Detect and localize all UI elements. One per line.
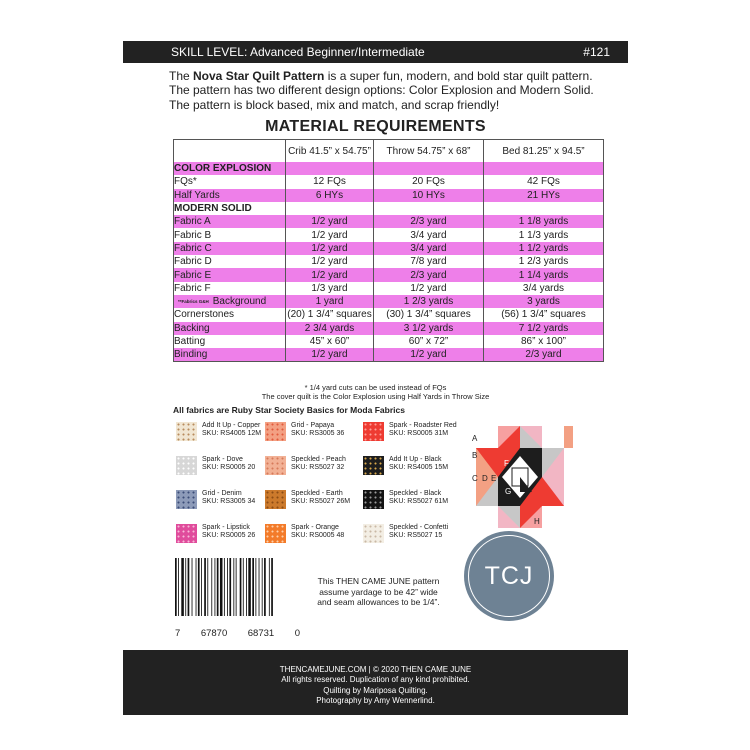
- fabric-chip: [176, 490, 197, 509]
- table-cell: 1 1/3 yards: [484, 228, 604, 241]
- barcode-bar: [211, 558, 212, 616]
- barcode-bar: [227, 558, 228, 616]
- footer: [123, 650, 628, 715]
- fabric-chip: [176, 524, 197, 543]
- intro-line-2: The pattern has two different design options: Color Explosion and Modern Solid.: [169, 83, 594, 98]
- fabrics-gh-note: **Fabrics G&H: [178, 299, 209, 305]
- barcode-bar: [224, 558, 225, 616]
- yardage-line-3: and seam allowances to be 1/4”.: [317, 597, 440, 607]
- barcode-bar: [246, 558, 247, 616]
- barcode-bar: [215, 558, 216, 616]
- tcj-logo: [464, 531, 554, 621]
- fabric-sku: SKU: RS3005 36: [291, 430, 345, 438]
- table-cell: 1 2/3 yards: [374, 295, 484, 308]
- table-row: [174, 335, 604, 348]
- logo-text: TCJ: [484, 561, 534, 590]
- table-cell: 3 1/2 yards: [374, 322, 484, 335]
- table-cell: 3/4 yards: [484, 282, 604, 295]
- material-requirements-table: [173, 139, 604, 362]
- table-cell: 2/3 yard: [374, 268, 484, 281]
- barcode-bar: [204, 558, 206, 616]
- header-blank: [174, 140, 286, 163]
- row-label: Fabric C: [174, 242, 286, 255]
- fabric-chip: [176, 456, 197, 475]
- intro-text: [169, 69, 609, 112]
- row-label-text: Background: [212, 296, 267, 308]
- fabric-sku: SKU: RS0005 31M: [389, 430, 449, 438]
- barcode-bar: [175, 558, 177, 616]
- barcode-bar: [207, 558, 208, 616]
- barcode-bar: [198, 558, 200, 616]
- table-cell: 7 1/2 yards: [484, 322, 604, 335]
- row-label: Half Yards: [174, 189, 286, 202]
- barcode-digit-1: 7: [175, 628, 181, 639]
- table-row: [174, 268, 604, 281]
- table-cell: 3/4 yard: [374, 228, 484, 241]
- table-row: [174, 322, 604, 335]
- block-diagram: [468, 426, 573, 528]
- yardage-note: [301, 576, 456, 608]
- barcode-bar: [240, 558, 242, 616]
- table-cell: (30) 1 3/4” squares: [374, 308, 484, 321]
- barcode-bar: [271, 558, 273, 616]
- table-row: [174, 308, 604, 321]
- table-cell: 45” x 60”: [286, 335, 374, 348]
- barcode-bar: [192, 558, 193, 616]
- table-row: [174, 175, 604, 188]
- table-cell: 1 1/4 yards: [484, 268, 604, 281]
- table-row: [174, 282, 604, 295]
- fabric-sku: SKU: RS5027 61M: [389, 498, 449, 506]
- fabric-swatch: [363, 524, 448, 543]
- barcode-bar: [259, 558, 260, 616]
- fabric-name: Add It Up - Black: [389, 456, 442, 463]
- yardage-line-1: This THEN CAME JUNE pattern: [317, 576, 440, 586]
- fabric-chip: [265, 422, 286, 441]
- fabric-name: Spark - Dove: [202, 456, 243, 463]
- fabric-sku: SKU: RS0005 48: [291, 532, 345, 540]
- material-requirements-title: MATERIAL REQUIREMENTS: [265, 118, 486, 135]
- table-cell: 1/2 yard: [286, 215, 374, 228]
- fabric-sku: SKU: RS0005 26: [202, 532, 256, 540]
- table-cell: [484, 162, 604, 175]
- table-cell: 1/2 yard: [286, 228, 374, 241]
- header-bed: Bed 81.25” x 94.5”: [484, 140, 604, 163]
- table-cell: 20 FQs: [374, 175, 484, 188]
- row-label: Fabric D: [174, 255, 286, 268]
- barcode-bar: [262, 558, 263, 616]
- table-cell: 1/2 yard: [286, 348, 374, 362]
- fabric-sku: SKU: RS4005 12M: [202, 430, 262, 438]
- barcode-bar: [229, 558, 231, 616]
- table-row: [174, 242, 604, 255]
- fabric-swatch: [265, 456, 346, 475]
- label-g: G: [505, 487, 512, 496]
- fabric-swatch: [363, 422, 457, 441]
- pattern-back-cover: [123, 41, 628, 715]
- table-cell: 1/2 yard: [286, 242, 374, 255]
- table-cell: 1 2/3 yards: [484, 255, 604, 268]
- footer-rights: All rights reserved. Duplication of any kind prohibited.: [281, 675, 470, 685]
- barcode-bar: [264, 558, 266, 616]
- fq-note: * 1/4 yard cuts can be used instead of FQs: [304, 383, 447, 392]
- table-cell: 1/3 yard: [286, 282, 374, 295]
- table-row: [174, 255, 604, 268]
- label-a: A: [472, 434, 478, 443]
- table-cell: 3 yards: [484, 295, 604, 308]
- fabric-sku: SKU: RS5027 15: [389, 532, 443, 540]
- row-label: Binding: [174, 348, 286, 362]
- table-cell: 1/2 yard: [286, 255, 374, 268]
- fabric-name: Speckled - Confetti: [389, 524, 449, 531]
- table-cell: [286, 162, 374, 175]
- fabric-swatch: [176, 490, 255, 509]
- fabric-name: Spark - Roadster Red: [389, 422, 457, 429]
- barcode-bar: [255, 558, 256, 616]
- fabric-name: Speckled - Black: [389, 490, 442, 497]
- row-label: Batting: [174, 335, 286, 348]
- barcode-bar: [236, 558, 237, 616]
- table-cell: 42 FQs: [484, 175, 604, 188]
- table-cell: 21 HYs: [484, 189, 604, 202]
- table-row: [174, 202, 604, 215]
- barcode-bar: [185, 558, 186, 616]
- row-label: Backing: [174, 322, 286, 335]
- barcode-bar: [252, 558, 254, 616]
- fabric-chip: [265, 490, 286, 509]
- fabric-chip: [363, 422, 384, 441]
- fabric-name: Grid - Papaya: [291, 422, 335, 429]
- table-cell: 10 HYs: [374, 189, 484, 202]
- label-e: E: [491, 474, 497, 483]
- fabric-sku: SKU: RS3005 34: [202, 498, 256, 506]
- fabric-name: Speckled - Earth: [291, 490, 343, 497]
- barcode-bar: [178, 558, 179, 616]
- fabric-name: Add It Up - Copper: [202, 422, 261, 429]
- table-cell: 60” x 72”: [374, 335, 484, 348]
- barcode-bar: [220, 558, 223, 616]
- fabric-swatch: [176, 422, 261, 441]
- table-cell: 1/2 yard: [374, 348, 484, 362]
- fabrics-heading: All fabrics are Ruby Star Society Basics for Moda Fabrics: [173, 405, 405, 415]
- table-header-row: [174, 140, 604, 163]
- fabric-sku: SKU: RS5027 32: [291, 464, 345, 472]
- table-row: [174, 228, 604, 241]
- table-cell: 2/3 yard: [484, 348, 604, 362]
- fabric-name: Spark - Lipstick: [202, 524, 250, 531]
- fabric-swatch: [363, 456, 448, 475]
- label-h: H: [534, 517, 540, 526]
- label-c: C: [472, 474, 478, 483]
- intro-line-3: The pattern is block based, mix and match, and scrap friendly!: [169, 97, 500, 112]
- pattern-number: #121: [583, 45, 610, 59]
- fabric-swatch: [265, 524, 344, 543]
- row-label: Fabric B: [174, 228, 286, 241]
- barcode-bar: [269, 558, 270, 616]
- cover-quilt-note: The cover quilt is the Color Explosion using Half Yards in Throw Size: [261, 392, 490, 401]
- fabric-swatch: [363, 490, 448, 509]
- fabric-sku: SKU: RS0005 20: [202, 464, 256, 472]
- table-cell: [374, 162, 484, 175]
- skill-level: SKILL LEVEL: Advanced Beginner/Intermediate: [171, 45, 425, 59]
- table-row: [174, 189, 604, 202]
- barcode-number: [175, 628, 300, 639]
- header-crib: Crib 41.5” x 54.75”: [286, 140, 374, 163]
- table-row: [174, 162, 604, 175]
- row-label: Cornerstones: [174, 308, 286, 321]
- row-label: FQs*: [174, 175, 286, 188]
- fabric-swatch: [176, 456, 255, 475]
- row-label: Fabric A: [174, 215, 286, 228]
- table-cell: 1/2 yard: [374, 282, 484, 295]
- table-cell: 86” x 100”: [484, 335, 604, 348]
- table-cell: 3/4 yard: [374, 242, 484, 255]
- barcode-group-1: 67870: [200, 628, 228, 639]
- skill-level-bar: [123, 41, 628, 63]
- fabric-name: Speckled - Peach: [291, 456, 346, 463]
- intro-pre: The: [169, 69, 194, 83]
- table-cell: 12 FQs: [286, 175, 374, 188]
- barcode-bar: [217, 558, 219, 616]
- table-cell: 2/3 yard: [374, 215, 484, 228]
- row-label: Fabric E: [174, 268, 286, 281]
- table-cell: (20) 1 3/4” squares: [287, 309, 372, 321]
- barcode-bar: [181, 558, 184, 616]
- footer-quilting: Quilting by Mariposa Quilting.: [323, 685, 428, 695]
- table-cell: 1/2 yard: [286, 268, 374, 281]
- label-d: D: [482, 474, 488, 483]
- barcode-bar: [248, 558, 251, 616]
- table-cell: [484, 202, 604, 215]
- intro-rest: is a super fun, modern, and bold star quilt pattern.: [324, 69, 593, 83]
- fabric-chip: [265, 524, 286, 543]
- fabric-sku: SKU: RS4005 15M: [389, 464, 449, 472]
- label-f: F: [504, 459, 509, 468]
- barcode-bar: [188, 558, 190, 616]
- fabric-swatch: [265, 422, 344, 441]
- fabric-name: Spark - Orange: [291, 524, 339, 531]
- barcode-bar: [196, 558, 197, 616]
- table-cell: [286, 202, 374, 215]
- header-throw: Throw 54.75” x 68”: [374, 140, 484, 163]
- yardage-line-2: assume yardage to be 42” wide: [319, 586, 438, 597]
- row-label: MODERN SOLID: [174, 202, 286, 215]
- label-b: B: [472, 451, 478, 460]
- barcode-group-2: 68731: [247, 628, 275, 639]
- row-label: COLOR EXPLOSION: [174, 162, 286, 175]
- row-label: Fabric F: [174, 282, 286, 295]
- table-cell: 2 3/4 yards: [286, 322, 374, 335]
- barcode-bar: [243, 558, 244, 616]
- fabric-chip: [363, 524, 384, 543]
- barcode-bar: [233, 558, 234, 616]
- fabric-chip: [363, 490, 384, 509]
- table-row: [174, 348, 604, 362]
- row-label: [174, 295, 286, 308]
- barcode-bar: [201, 558, 202, 616]
- barcode-digit-2: 0: [294, 628, 300, 639]
- table-cell: (56) 1 3/4” squares: [484, 308, 604, 321]
- table-row: [174, 215, 604, 228]
- footer-website: THENCAMEJUNE.COM | © 2020 THEN CAME JUNE: [279, 665, 472, 674]
- table-cell: 6 HYs: [286, 189, 374, 202]
- table-cell: 7/8 yard: [374, 255, 484, 268]
- barcode: [175, 558, 293, 616]
- fabric-chip: [363, 456, 384, 475]
- fabric-chip: [265, 456, 286, 475]
- table-cell: 1 yard: [286, 295, 374, 308]
- table-row: [174, 295, 604, 308]
- table-cell: [374, 202, 484, 215]
- fabric-chip: [176, 422, 197, 441]
- footer-photography: Photography by Amy Wennerlind.: [316, 696, 435, 706]
- table-cell: 1 1/8 yards: [484, 215, 604, 228]
- pattern-name: Nova Star Quilt Pattern: [193, 69, 325, 83]
- fabric-swatch: [265, 490, 350, 509]
- table-cell: 1 1/2 yards: [484, 242, 604, 255]
- fabric-swatch: [176, 524, 255, 543]
- fabric-name: Grid - Denim: [202, 490, 242, 497]
- fabric-sku: SKU: RS5027 26M: [291, 498, 351, 506]
